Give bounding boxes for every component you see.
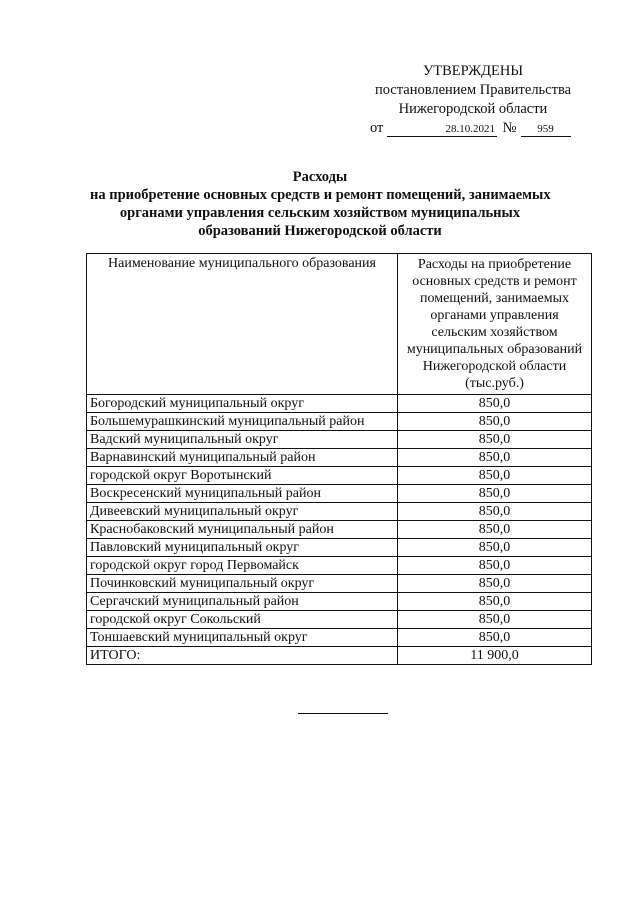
municipality-name: Варнавинский муниципальный район [87, 449, 398, 467]
municipality-name: Большемурашкинский муниципальный район [87, 413, 398, 431]
approval-resolution: постановлением Правительства [374, 82, 572, 98]
total-value: 11 900,0 [398, 647, 592, 665]
title-line-3: органами управления сельским хозяйством муниципальных [119, 205, 521, 221]
table-row [87, 449, 592, 467]
expense-value: 850,0 [398, 539, 592, 557]
approval-block [360, 62, 586, 138]
expense-value: 850,0 [398, 629, 592, 647]
approval-number: 959 [521, 122, 571, 137]
municipality-name: городской округ город Первомайск [87, 557, 398, 575]
header-expenses: Расходы на приобретение основных средств и ремонт помещений, занимаемых органами управления сельским хозяйством муниципальных образований Нижегородской области (тыс.руб.) [398, 254, 592, 395]
municipality-name: Краснобаковский муниципальный район [87, 521, 398, 539]
municipality-name: Сергачский муниципальный район [87, 593, 398, 611]
municipality-name: городской округ Сокольский [87, 611, 398, 629]
table-row [87, 413, 592, 431]
expense-value: 850,0 [398, 413, 592, 431]
expense-value: 850,0 [398, 431, 592, 449]
table-row [87, 395, 592, 413]
table-row [87, 593, 592, 611]
municipality-name: Павловский муниципальный округ [87, 539, 398, 557]
expense-value: 850,0 [398, 521, 592, 539]
table-row [87, 431, 592, 449]
table-row [87, 539, 592, 557]
table-row [87, 575, 592, 593]
header-municipality: Наименование муниципального образования [87, 254, 398, 395]
approval-title: УТВЕРЖДЕНЫ [422, 63, 524, 79]
expense-value: 850,0 [398, 485, 592, 503]
table-row [87, 485, 592, 503]
title-line-1: Расходы [292, 169, 348, 185]
total-label: ИТОГО: [87, 647, 398, 665]
document-title [90, 168, 550, 240]
expense-value: 850,0 [398, 395, 592, 413]
expense-value: 850,0 [398, 503, 592, 521]
table-row [87, 521, 592, 539]
title-line-4: образований Нижегородской области [198, 223, 442, 239]
table-row [87, 467, 592, 485]
municipality-name: Воскресенский муниципальный район [87, 485, 398, 503]
municipality-name: Вадский муниципальный округ [87, 431, 398, 449]
expense-value: 850,0 [398, 611, 592, 629]
approval-date-line [360, 119, 586, 138]
table-row [87, 611, 592, 629]
expenses-table [86, 253, 592, 665]
number-sign: № [502, 120, 517, 136]
table-row [87, 503, 592, 521]
approval-region: Нижегородской области [398, 101, 548, 117]
expense-value: 850,0 [398, 575, 592, 593]
municipality-name: Дивеевский муниципальный округ [87, 503, 398, 521]
municipality-name: Тоншаевский муниципальный округ [87, 629, 398, 647]
title-line-2: на приобретение основных средств и ремонт помещений, занимаемых [90, 187, 551, 203]
expense-value: 850,0 [398, 449, 592, 467]
date-prefix: от [370, 120, 384, 136]
municipality-name: Богородский муниципальный округ [87, 395, 398, 413]
table-row [87, 629, 592, 647]
municipality-name: городской округ Воротынский [87, 467, 398, 485]
total-row [87, 647, 592, 665]
approval-date: 28.10.2021 [387, 122, 497, 137]
expense-value: 850,0 [398, 593, 592, 611]
closing-divider [298, 713, 388, 714]
municipality-name: Починковский муниципальный округ [87, 575, 398, 593]
table-header-row [87, 254, 592, 395]
table-row [87, 557, 592, 575]
expense-value: 850,0 [398, 557, 592, 575]
expense-value: 850,0 [398, 467, 592, 485]
